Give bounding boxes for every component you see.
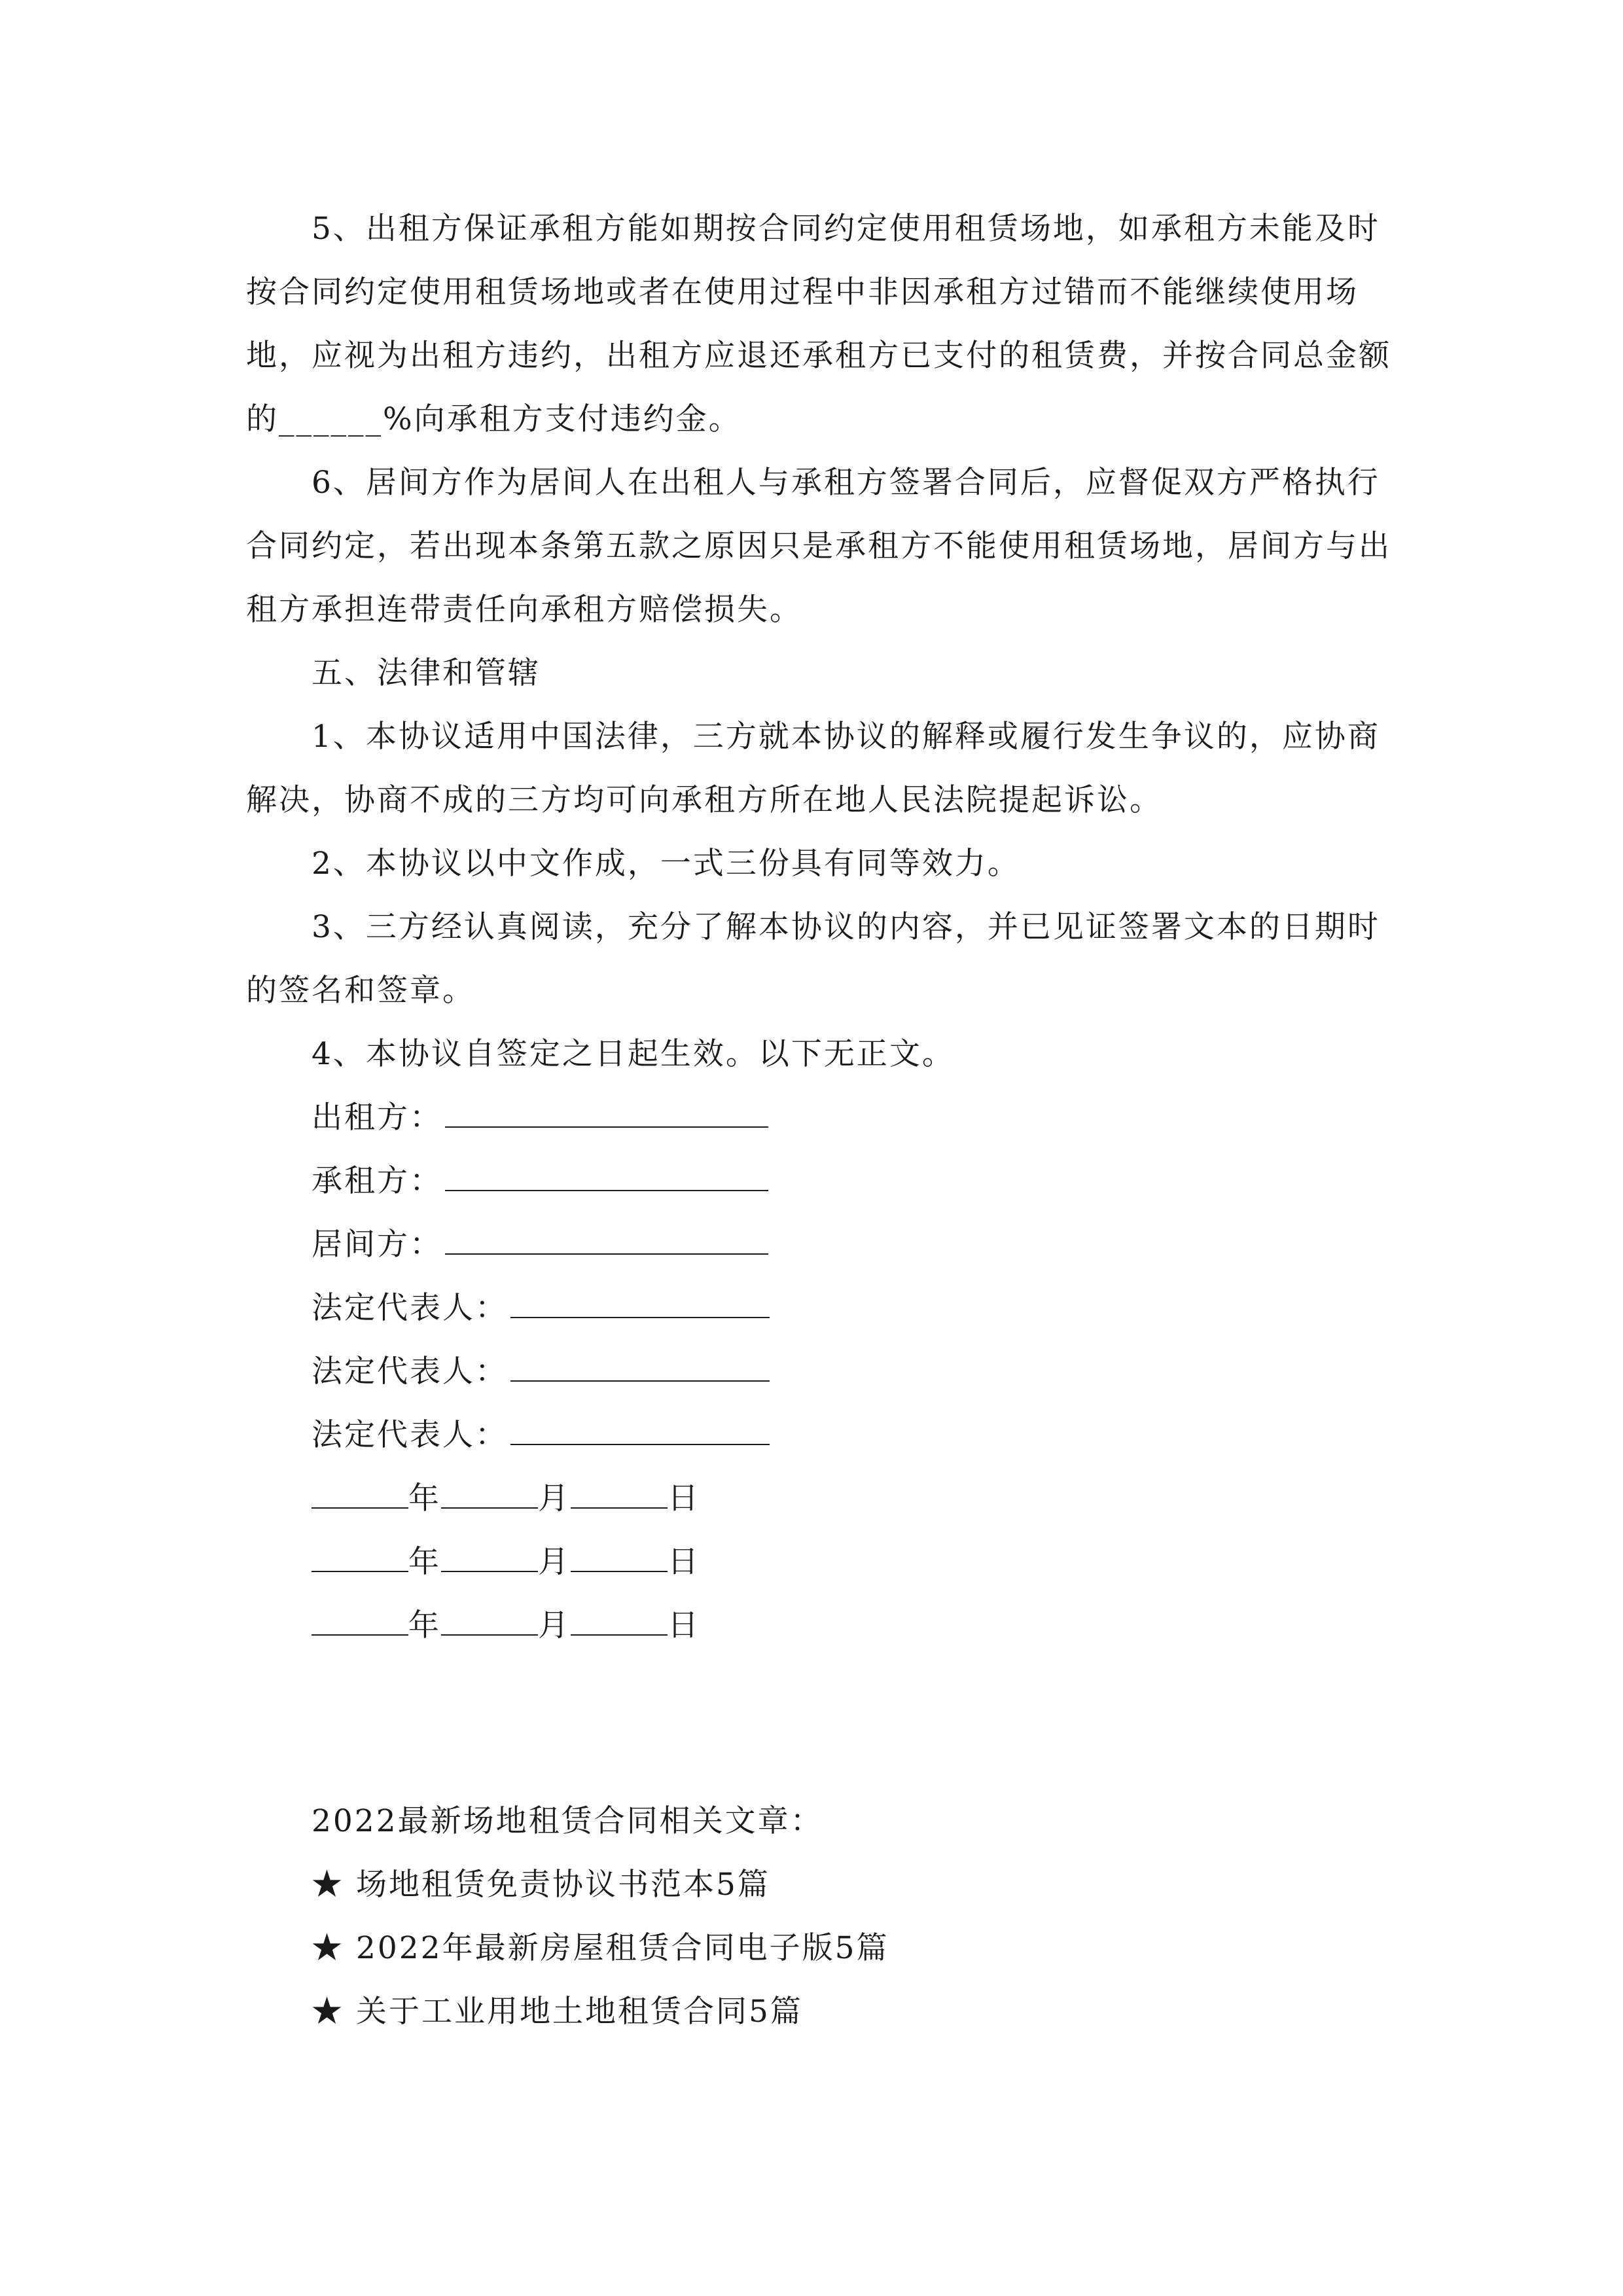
clause-5-line-2: 按合同约定使用租赁场地或者在使用过程中非因承租方过错而不能继续使用场 (246, 274, 1359, 310)
clause-6-line-2: 合同约定，若出现本条第五款之原因只是承租方不能使用租赁场地，居间方与出 (246, 528, 1391, 564)
star-icon: ★ (312, 1867, 344, 1903)
legal-rep-label: 法定代表人： (312, 1290, 508, 1326)
date-line-2 (312, 1543, 700, 1582)
date-month-label: 月 (538, 1607, 571, 1643)
signature-broker-blank[interactable] (445, 1226, 768, 1255)
related-link[interactable] (312, 1992, 803, 2032)
clause-3-line-1: 3、三方经认真阅读，充分了解本协议的内容，并已见证签署文本的日期时 (312, 909, 1380, 945)
date-day-blank[interactable] (571, 1480, 668, 1509)
related-link[interactable] (312, 1929, 889, 1968)
date-line-3 (312, 1606, 700, 1645)
section-5-title: 五、法律和管辖 (312, 655, 541, 691)
star-icon: ★ (312, 1994, 344, 2030)
clause-1-line-1: 1、本协议适用中国法律，三方就本协议的解释或履行发生争议的，应协商 (312, 719, 1380, 755)
signature-lessor (312, 1098, 768, 1138)
legal-rep-blank[interactable] (510, 1353, 770, 1382)
date-day-blank[interactable] (571, 1607, 668, 1636)
signature-lessor-blank[interactable] (445, 1099, 768, 1128)
signature-lessee-label: 承租方： (312, 1163, 442, 1199)
clause-3-line-2: 的签名和签章。 (246, 973, 475, 1009)
related-heading: 2022最新场地租赁合同相关文章： (312, 1803, 823, 1839)
clause-2: 2、本协议以中文作成，一式三份具有同等效力。 (312, 846, 1020, 882)
signature-legal-rep-2 (312, 1352, 770, 1391)
clause-6-line-3: 租方承担连带责任向承租方赔偿损失。 (246, 592, 802, 628)
clause-5-line-1: 5、出租方保证承租方能如期按合同约定使用租赁场地，如承租方未能及时 (312, 211, 1380, 247)
clause-4: 4、本协议自签定之日起生效。以下无正文。 (312, 1036, 955, 1072)
related-link[interactable] (312, 1865, 770, 1905)
date-year-blank[interactable] (312, 1607, 408, 1636)
signature-legal-rep-3 (312, 1416, 770, 1455)
related-link-text[interactable]: 关于工业用地土地租赁合同5篇 (355, 1994, 803, 2030)
date-month-label: 月 (538, 1480, 571, 1516)
signature-lessee (312, 1162, 768, 1201)
star-icon: ★ (312, 1930, 344, 1966)
date-year-label: 年 (408, 1480, 441, 1516)
signature-broker-label: 居间方： (312, 1227, 442, 1263)
date-day-blank[interactable] (571, 1543, 668, 1572)
date-year-blank[interactable] (312, 1480, 408, 1509)
legal-rep-blank[interactable] (510, 1416, 770, 1445)
date-day-label: 日 (668, 1544, 700, 1580)
date-year-blank[interactable] (312, 1543, 408, 1572)
date-year-label: 年 (408, 1607, 441, 1643)
signature-lessor-label: 出租方： (312, 1100, 442, 1136)
signature-legal-rep-1 (312, 1289, 770, 1328)
signature-broker (312, 1225, 768, 1265)
date-month-blank[interactable] (441, 1607, 538, 1636)
clause-1-line-2: 解决，协商不成的三方均可向承租方所在地人民法院提起诉讼。 (246, 782, 1162, 818)
related-link-text[interactable]: 2022年最新房屋租赁合同电子版5篇 (355, 1930, 889, 1966)
clause-6-line-1: 6、居间方作为居间人在出租人与承租方签署合同后，应督促双方严格执行 (312, 465, 1380, 501)
clause-5-line-4: 的______%向承租方支付违约金。 (246, 401, 741, 437)
signature-lessee-blank[interactable] (445, 1162, 768, 1191)
date-month-blank[interactable] (441, 1480, 538, 1509)
clause-5-line-3: 地，应视为出租方违约，出租方应退还承租方已支付的租赁费，并按合同总金额 (246, 338, 1391, 374)
date-month-blank[interactable] (441, 1543, 538, 1572)
date-day-label: 日 (668, 1480, 700, 1516)
legal-rep-label: 法定代表人： (312, 1354, 508, 1390)
date-month-label: 月 (538, 1544, 571, 1580)
date-day-label: 日 (668, 1607, 700, 1643)
date-line-1 (312, 1479, 700, 1518)
legal-rep-label: 法定代表人： (312, 1417, 508, 1453)
related-link-text[interactable]: 场地租赁免责协议书范本5篇 (355, 1867, 770, 1903)
legal-rep-blank[interactable] (510, 1289, 770, 1318)
date-year-label: 年 (408, 1544, 441, 1580)
